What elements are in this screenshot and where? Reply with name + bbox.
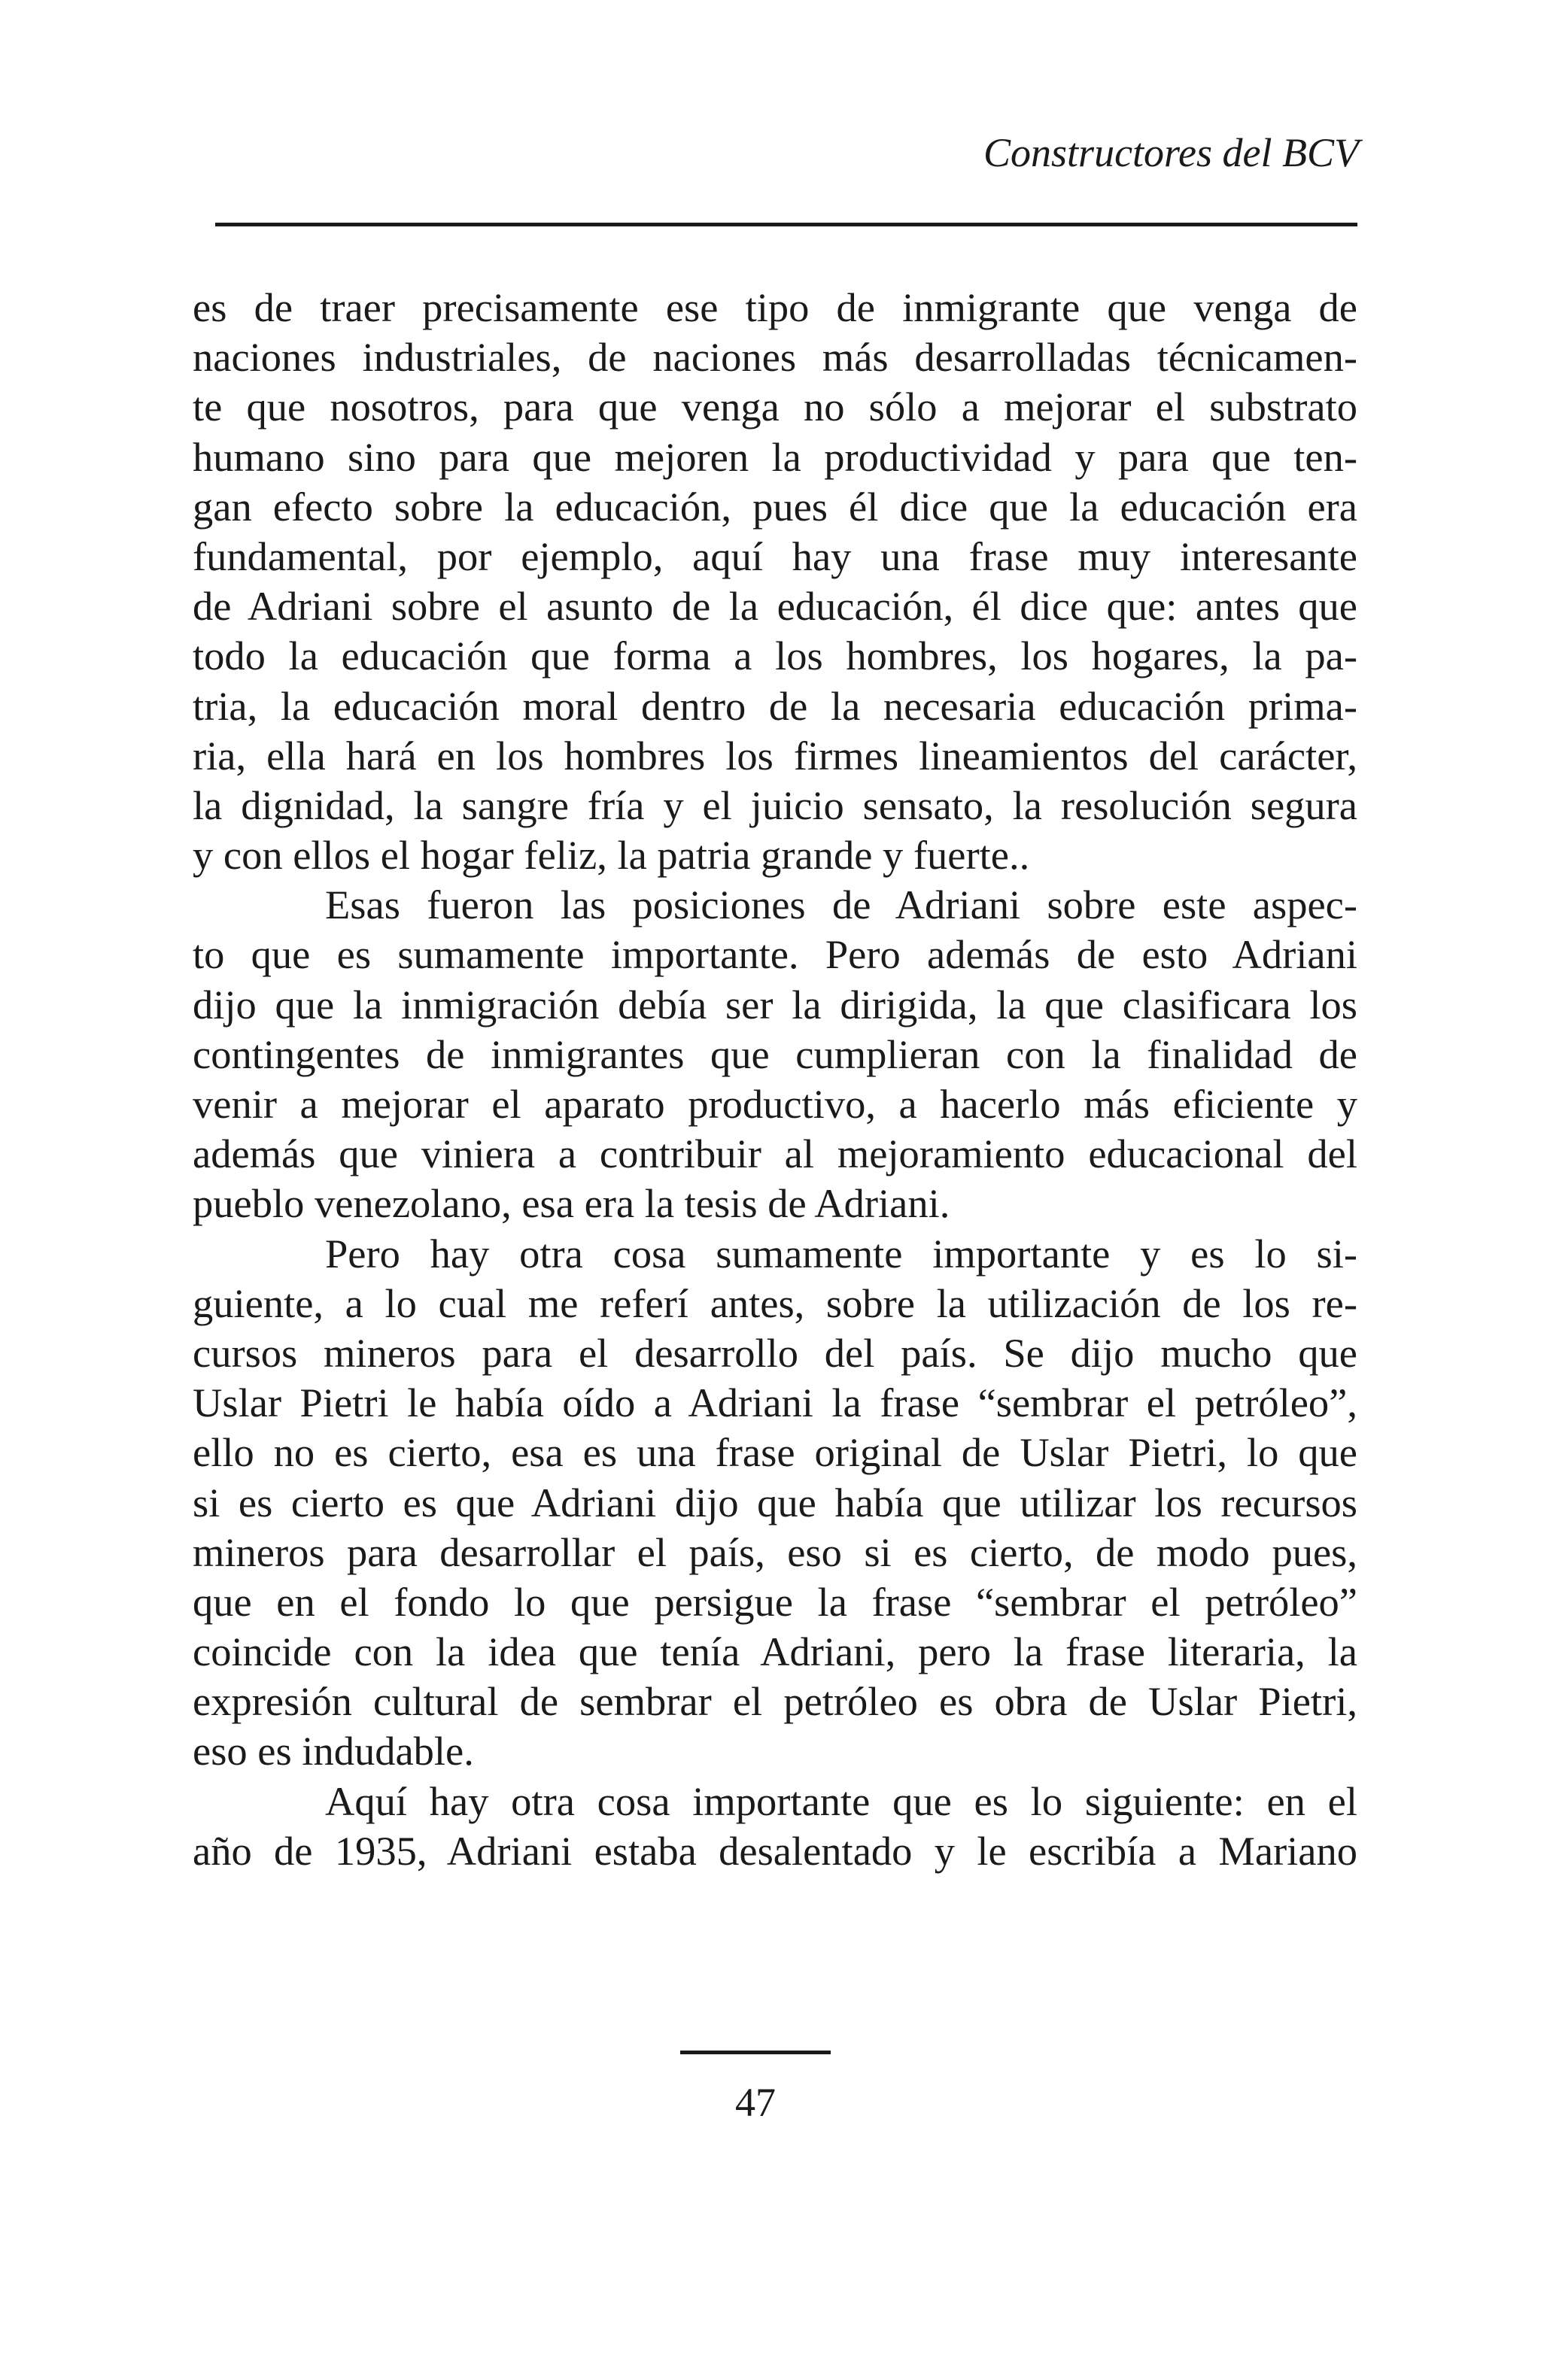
text-line: pueblo venezolano, esa era la tesis de Adriani.: [193, 1180, 950, 1227]
text-line: Esas fueron las posiciones de Adriani sobre este aspec-: [325, 882, 1357, 928]
text-line: y con ellos el hogar feliz, la patria grande y fuerte..: [193, 832, 1030, 879]
text-line: contingentes de inmigrantes que cumplieran con la finalidad de: [193, 1031, 1357, 1077]
text-line: la dignidad, la sangre fría y el juicio sensato, la resolución segura: [193, 782, 1357, 828]
text-line: ria, ella hará en los hombres los firmes lineamientos del carácter,: [193, 732, 1357, 779]
text-line: ello no es cierto, esa es una frase original de Uslar Pietri, lo que: [193, 1429, 1357, 1476]
running-title: Constructores del BCV: [983, 130, 1359, 175]
text-line: te que nosotros, para que venga no sólo a mejorar el substrato: [193, 384, 1357, 430]
text-line: dijo que la inmigración debía ser la dirigida, la que clasificara los: [193, 981, 1357, 1028]
text-line: que en el fondo lo que persigue la frase “sembrar el petróleo”: [193, 1578, 1357, 1625]
text-line: coincide con la idea que tenía Adriani, pero la frase literaria, la: [193, 1629, 1357, 1675]
text-line: humano sino para que mejoren la productividad y para que ten-: [193, 433, 1357, 480]
text-line: fundamental, por ejemplo, aquí hay una frase muy interesante: [193, 533, 1357, 579]
text-line: es de traer precisamente ese tipo de inmigrante que venga de: [193, 284, 1357, 330]
text-line: además que viniera a contribuir al mejoramiento educacional del: [193, 1131, 1357, 1177]
text-line: venir a mejorar el aparato productivo, a hacerlo más eficiente y: [193, 1081, 1357, 1127]
text-line: to que es sumamente importante. Pero además de esto Adriani: [193, 931, 1357, 978]
page-number: 47: [735, 2080, 776, 2125]
text-line: todo la educación que forma a los hombres, los hogares, la pa-: [193, 633, 1357, 679]
text-line: año de 1935, Adriani estaba desalentado y le escribía a Mariano: [193, 1827, 1357, 1874]
header-rule: [215, 223, 1357, 226]
body-text: [193, 283, 1357, 1876]
text-line: tria, la educación moral dentro de la necesaria educación prima-: [193, 682, 1357, 729]
text-line: de Adriani sobre el asunto de la educación, él dice que: antes que: [193, 583, 1357, 630]
text-line: Aquí hay otra cosa importante que es lo siguiente: en el: [325, 1777, 1357, 1824]
text-line: naciones industriales, de naciones más desarrolladas técnicamen-: [193, 334, 1357, 381]
text-line: eso es indudable.: [193, 1728, 474, 1774]
text-line: Pero hay otra cosa sumamente importante y es lo si-: [325, 1230, 1357, 1277]
text-line: cursos mineros para el desarrollo del país. Se dijo mucho que: [193, 1329, 1357, 1376]
text-line: guiente, a lo cual me referí antes, sobre la utilización de los re-: [193, 1280, 1357, 1326]
text-line: expresión cultural de sembrar el petróleo es obra de Uslar Pietri,: [193, 1678, 1357, 1725]
text-line: si es cierto es que Adriani dijo que había que utilizar los recursos: [193, 1479, 1357, 1525]
text-line: Uslar Pietri le había oído a Adriani la frase “sembrar el petróleo”,: [193, 1380, 1357, 1426]
text-line: mineros para desarrollar el país, eso si es cierto, de modo pues,: [193, 1528, 1357, 1575]
footer-rule: [680, 2051, 831, 2054]
text-line: gan efecto sobre la educación, pues él dice que la educación era: [193, 483, 1357, 530]
